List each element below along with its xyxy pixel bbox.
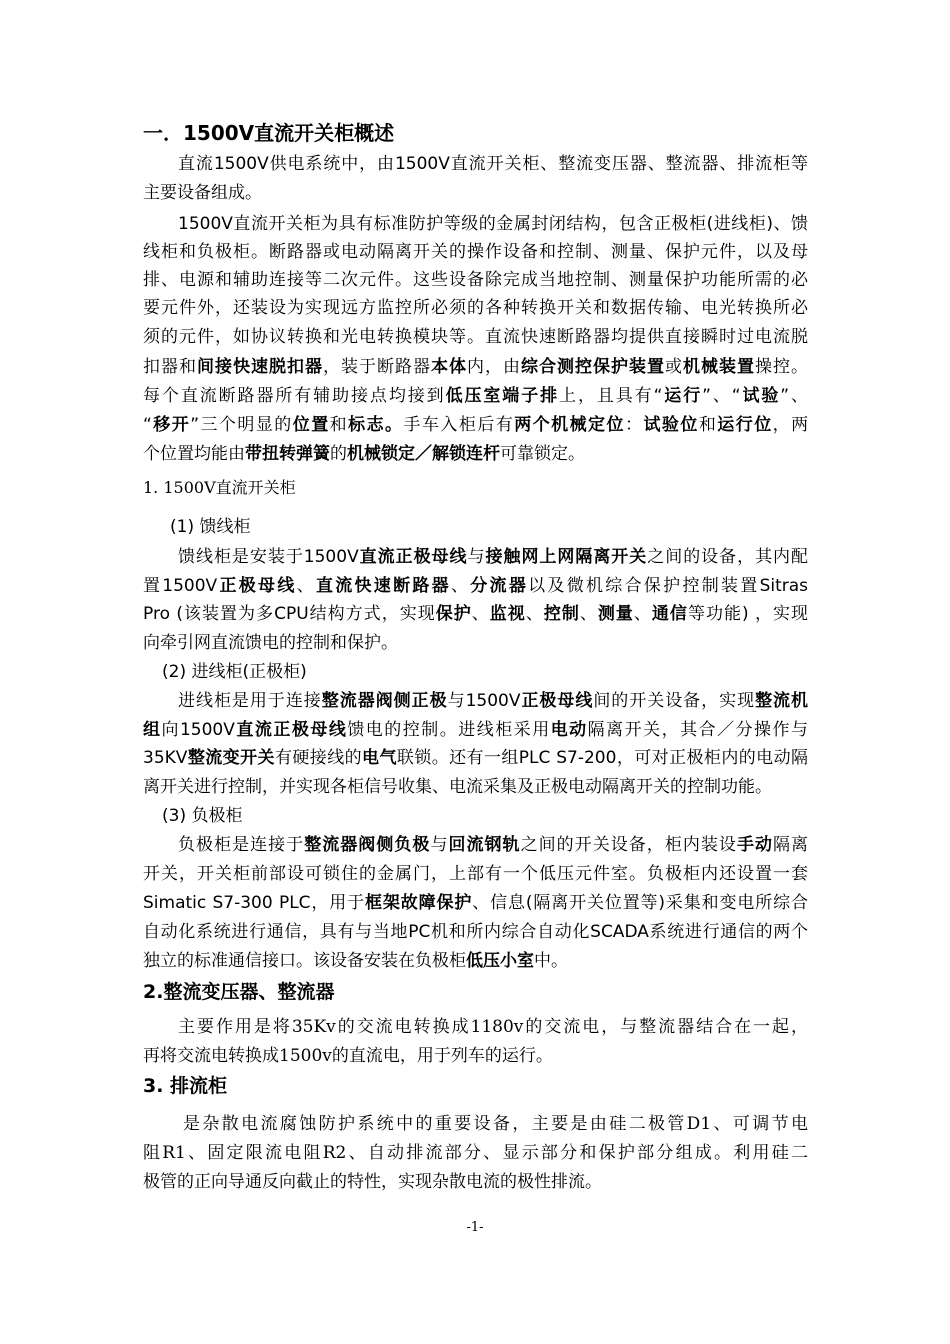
section3-line3: 极管的正向导通反向截止的特性，实现杂散电流的极性排流。 [143, 1172, 602, 1192]
text-span: 有硬接线的 [274, 748, 363, 768]
text-span: 个位置均能由 [143, 444, 245, 464]
bold-text: 运行 [662, 386, 703, 406]
bold-text: 保护 [435, 604, 472, 624]
text-span: ”、“ [702, 386, 741, 406]
text-span: 的 [330, 444, 347, 464]
text-span: Simatic S7-300 PLC，用于 [143, 893, 366, 913]
text-span: ，两 [772, 415, 809, 435]
feeder-line [178, 543, 808, 571]
text-span: 须的元件，如协议转换和光电转换模块等。直流快速断路器均提供直接瞬时过电流脱 [143, 327, 808, 347]
desc-line [143, 323, 808, 351]
text-span: 联锁。还有一组PLC S7-200，可对正极柜内的电动隔 [396, 748, 809, 768]
text-span: 馈电的控制。进线柜采用 [347, 720, 551, 740]
bold-text: 本体 [431, 357, 467, 377]
text-span: 馈线柜是安装于1500V [178, 547, 359, 567]
negative-cabinet-label: (3) 负极柜 [162, 806, 243, 826]
text-span: 等功能) ，实现 [687, 604, 809, 624]
bold-text: 框架故障保护 [365, 893, 473, 913]
text-span: 开关，开关柜前部设可锁住的金属门，上部有一个低压元件室。负极柜内还设置一套 [143, 864, 808, 884]
desc-line [143, 411, 808, 439]
text-span: 操控。 [755, 357, 808, 377]
subsection-title: 1. 1500V直流开关柜 [143, 478, 296, 497]
desc-line [143, 353, 808, 381]
text-span: “ [143, 415, 152, 435]
bold-text: 两个机械定位 [514, 415, 625, 435]
text-span: 与 [467, 547, 486, 567]
bold-text: 低压小室 [466, 951, 534, 971]
incoming-line [143, 744, 808, 772]
bold-text: 正极母线 [520, 691, 594, 711]
bold-text: 手动 [736, 835, 774, 855]
bold-text: 试验 [740, 386, 781, 406]
bold-text: 组 [143, 720, 162, 740]
bold-text: 电气 [362, 748, 397, 768]
text-span: ”三个明显的 [190, 415, 293, 435]
incoming-line [143, 716, 808, 744]
text-span: 线柜和负极柜。断路器或电动隔离开关的操作设备和控制、测量、保护元件，以及母 [143, 242, 808, 262]
desc-line [143, 382, 808, 410]
text-span: 置1500V [143, 576, 218, 596]
text-span: 手车入柜后有 [403, 415, 515, 435]
bold-text: 试验位 [643, 415, 699, 435]
bold-text: 分流器 [470, 576, 529, 596]
desc-line [143, 440, 808, 468]
bold-text: 间接快速脱扣器 [197, 357, 323, 377]
text-span: 之间的开关设备，柜内装设 [520, 835, 737, 855]
section3-line2: 阻R1、固定限流电阻R2、自动排流部分、显示部分和保护部分组成。利用硅二 [143, 1143, 808, 1163]
text-span: 以及微机综合保护控制装置Sitras [528, 576, 809, 596]
text-span: 向牵引网直流馈电的控制和保护。 [143, 633, 398, 653]
text-span: 隔离 [773, 835, 809, 855]
text-span: 中。 [534, 951, 568, 971]
feeder-line [143, 572, 808, 600]
bold-text: 标志。 [348, 415, 404, 435]
bold-text: 整流变开关 [187, 748, 275, 768]
text-span: 或 [665, 357, 683, 377]
desc-line [143, 266, 808, 294]
bold-text: 低压室端子排 [445, 386, 560, 406]
text-span: ，装于断路器 [323, 357, 431, 377]
text-span: 、 [633, 604, 652, 624]
section2-line2: 再将交流电转换成1500v的直流电，用于列车的运行。 [143, 1046, 553, 1066]
negative-line [143, 947, 808, 975]
bold-text: 监视 [489, 604, 526, 624]
text-span: 、 [525, 604, 544, 624]
text-span: 内，由 [467, 357, 521, 377]
bold-text: 位置 [292, 415, 330, 435]
section1-heading: 一．1500V直流开关柜概述 [143, 121, 395, 145]
negative-line [143, 918, 808, 946]
desc-line [143, 238, 808, 266]
section2-heading: 2.整流变压器、整流器 [143, 981, 335, 1003]
feeder-cabinet-label: (1) 馈线柜 [170, 517, 251, 537]
incoming-line [178, 687, 808, 715]
text-span: 离开关进行控制，并实现各柜信号收集、电流采集及正极电动隔离开关的控制功能。 [143, 777, 772, 797]
incoming-cabinet-label: (2) 进线柜(正极柜) [162, 662, 307, 682]
section2-line1: 主要作用是将35Kv的交流电转换成1180v的交流电，与整流器结合在一起， [178, 1017, 808, 1037]
page-number: -1- [466, 1220, 484, 1235]
text-span: 负极柜是连接于 [178, 835, 305, 855]
text-span: 、 [450, 576, 471, 596]
text-span: 独立的标准通信接口。该设备安装在负极柜 [143, 951, 466, 971]
text-span: Pro (该装置为多CPU结构方式，实现 [143, 604, 436, 624]
incoming-line [143, 773, 808, 801]
bold-text: 正极母线 [217, 576, 297, 596]
feeder-line [143, 629, 808, 657]
section1-intro-line1: 直流1500V供电系统中，由1500V直流开关柜、整流变压器、整流器、排流柜等 [178, 154, 808, 174]
bold-text: 接触网上网隔离开关 [485, 547, 648, 567]
bold-text: 移开 [151, 415, 191, 435]
bold-text: 回流钢轨 [448, 835, 521, 855]
section1-intro-line2: 主要设备组成。 [143, 183, 262, 203]
bold-text: 运行位 [717, 415, 773, 435]
bold-text: 直流正极母线 [234, 720, 348, 740]
text-span: 向1500V [161, 720, 235, 740]
bold-text: 整流器阀侧正极 [321, 691, 448, 711]
text-span: 之间的设备，其内配 [647, 547, 809, 567]
section3-heading: 3. 排流柜 [143, 1075, 228, 1097]
text-span: 隔离开关，其合／分操作与 [587, 720, 809, 740]
text-span: 进线柜是用于连接 [178, 691, 322, 711]
negative-line [143, 889, 808, 917]
text-span: 自动化系统进行通信，具有与当地PC机和所内综合自动化SCADA系统进行通信的两个 [143, 922, 808, 942]
bold-text: 直流快速断路器 [315, 576, 451, 596]
text-span: 每个直流断路器所有辅助接点均接到 [143, 386, 446, 406]
section3-line1: 是杂散电流腐蚀防护系统中的重要设备，主要是由硅二极管D1、可调节电 [183, 1114, 808, 1134]
desc-line [143, 294, 808, 322]
text-span: 、 [296, 576, 316, 596]
text-span: ： [624, 415, 644, 435]
text-span: 排、电源和辅助连接等二次元件。这些设备除完成当地控制、测量保护功能所需的必 [143, 270, 808, 290]
text-span: 上，且具有“ [559, 386, 663, 406]
text-span: 扣器和 [143, 357, 197, 377]
text-span: 1500V直流开关柜为具有标准防护等级的金属封闭结构，包含正极柜(进线柜)、馈 [178, 214, 808, 234]
negative-line [143, 860, 808, 888]
bold-text: 整流机 [755, 691, 809, 711]
text-span: 和 [329, 415, 349, 435]
text-span: 要元件外，还装设为实现远方监控所必须的各种转换开关和数据传输、电光转换所必 [143, 298, 808, 318]
bold-text: 测量 [597, 604, 634, 624]
feeder-line [143, 600, 808, 628]
text-span: 与1500V [447, 691, 521, 711]
text-span: 与 [430, 835, 449, 855]
text-span: 间的开关设备，实现 [593, 691, 756, 711]
bold-text: 带扭转弹簧 [245, 444, 330, 464]
desc-line [178, 210, 808, 238]
bold-text: 电动 [550, 720, 588, 740]
bold-text: 控制 [543, 604, 580, 624]
bold-text: 直流正极母线 [358, 547, 468, 567]
bold-text: 综合测控保护装置 [521, 357, 665, 377]
bold-text: 机械装置 [683, 357, 755, 377]
text-span: 、信息(隔离开关位置等)采集和变电所综合 [472, 893, 809, 913]
negative-line [178, 831, 808, 859]
text-span: 35KV [143, 748, 188, 768]
text-span: 和 [698, 415, 718, 435]
text-span: 可靠锁定。 [500, 444, 585, 464]
text-span: ”、 [780, 386, 809, 406]
bold-text: 通信 [651, 604, 688, 624]
bold-text: 整流器阀侧负极 [304, 835, 431, 855]
bold-text: 机械锁定／解锁连杆 [347, 444, 500, 464]
text-span: 、 [579, 604, 598, 624]
text-span: 、 [471, 604, 490, 624]
